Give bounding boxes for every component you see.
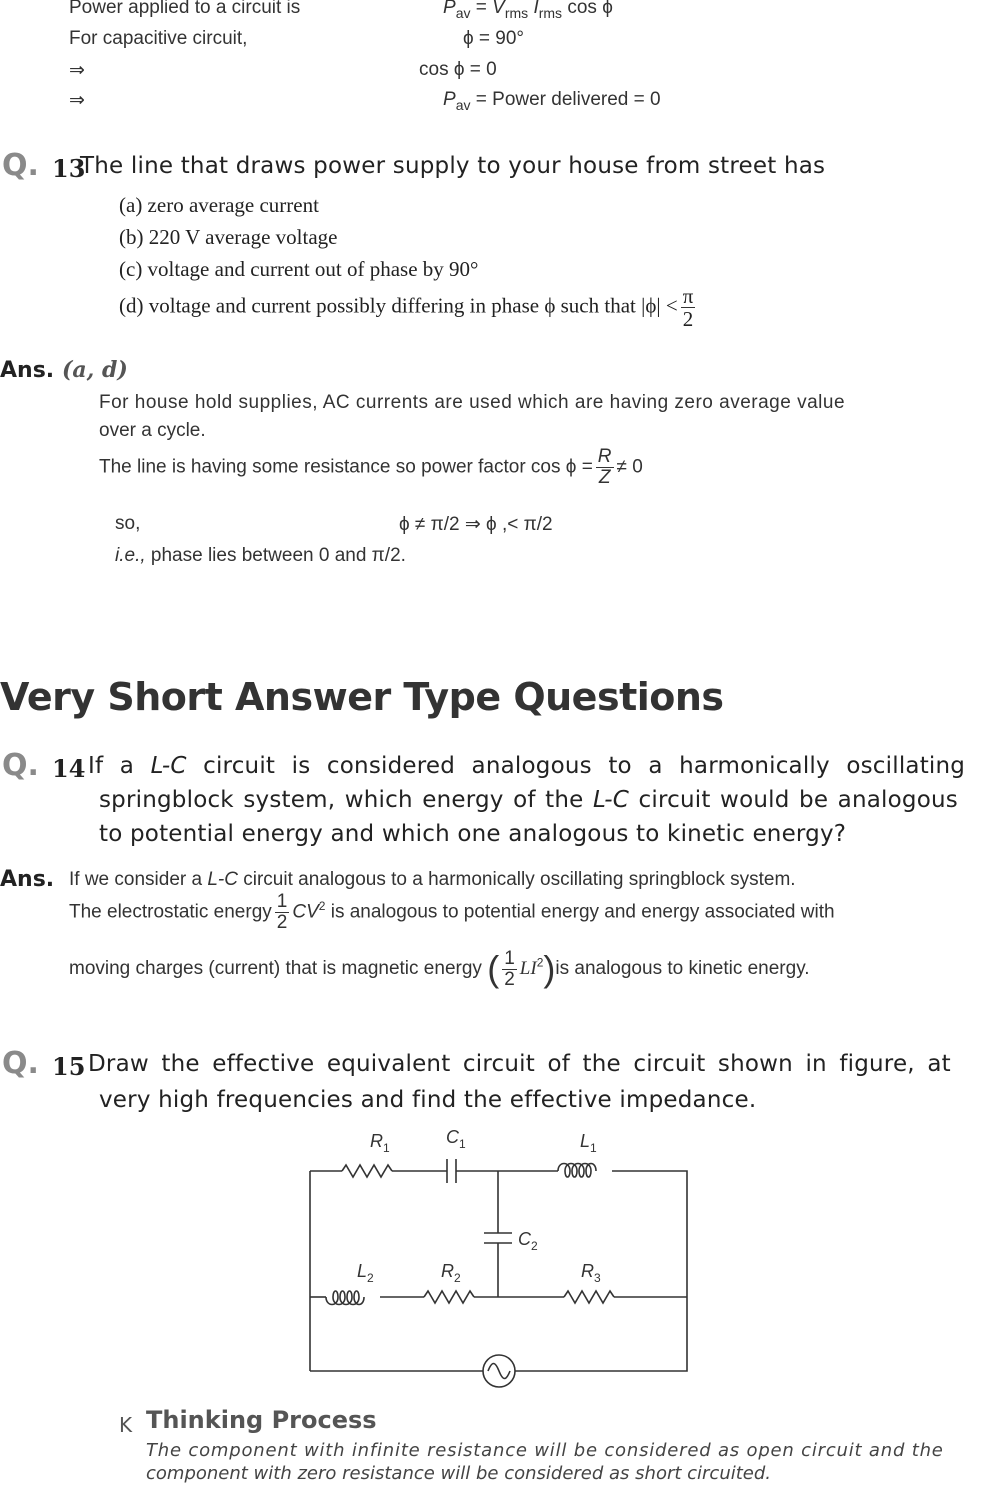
q14-line3: to potential energy and which one analogous to kinetic energy? [99, 821, 847, 847]
q13-so-label: so, [115, 513, 141, 534]
capacitor-c2 [484, 1233, 512, 1243]
q13-option-b: (b) 220 V average voltage [119, 225, 338, 249]
label-c1: $C_1$ [446, 1127, 466, 1151]
top-line3-arrow: ⇒ [69, 60, 85, 81]
thinking-process-line1: The component with infinite resistance will be considered as open circuit and the [146, 1440, 944, 1461]
q15-line1: Draw the effective equivalent circuit of the circuit shown in figure, at [88, 1051, 951, 1077]
ac-source-wave [488, 1364, 510, 1379]
q14-mark: Q. [2, 748, 39, 783]
capacitor-c1 [447, 1159, 456, 1183]
resistor-r1 [342, 1165, 392, 1177]
top-line2-formula: ϕ = 90° [463, 28, 525, 49]
q13-ans-line2: over a cycle. [99, 420, 206, 441]
section-heading: Very Short Answer Type Questions [0, 675, 724, 719]
circuit-diagram [300, 1125, 700, 1395]
top-line2-label: For capacitive circuit, [69, 28, 248, 49]
q13-ans-options: (a, d) [62, 357, 128, 383]
q14-line2: springblock system, which energy of the L-C circuit would be analogous [99, 787, 958, 813]
q13-option-a: (a) zero average current [119, 193, 319, 217]
q13-number: 13 [52, 154, 86, 183]
label-l2: $L_2$ [357, 1261, 374, 1285]
q13-option-d: (d) voltage and current possibly differing in phase ϕ such that |ϕ| < $\frac{\pi}{2}$ [119, 284, 694, 332]
thinking-process-title: Thinking Process [146, 1406, 377, 1434]
resistor-r2 [424, 1291, 474, 1303]
q13-ans-line1: For house hold supplies, AC currents are used which are having zero average value [99, 392, 846, 413]
q13-so-formula: ϕ ≠ π/2 ⇒ ϕ ,< π/2 [399, 514, 553, 535]
q15-mark: Q. [2, 1046, 39, 1081]
thinking-process-bullet: K [119, 1413, 133, 1437]
resistor-r3 [564, 1291, 614, 1303]
q14-ans-label: Ans. [0, 867, 55, 892]
label-l1: $L_1$ [580, 1131, 597, 1155]
q13-ans-frac-den: Z [598, 466, 611, 488]
top-line3-formula: cos ϕ = 0 [419, 59, 497, 80]
label-r3: $R_3$ [581, 1261, 601, 1285]
thinking-process-line2: component with zero resistance will be considered as short circuited. [146, 1463, 772, 1484]
q14-ans-line2: The electrostatic energy $\frac{1}{2}$ $CV^2$ is analogous to potential energy and energy associated with [69, 891, 835, 933]
q15-line2: very high frequencies and find the effective impedance. [99, 1087, 757, 1113]
q13-ans-line3: The line is having some resistance so power factor cos ϕ = $\frac{R}{Z}$ ≠ 0 [99, 446, 643, 488]
q15-number: 15 [52, 1052, 86, 1081]
q13-option-d-den: 2 [682, 307, 694, 332]
label-c2: $C_2$ [518, 1229, 538, 1253]
q13-mark: Q. [2, 148, 39, 183]
top-line4-arrow: ⇒ [69, 90, 85, 111]
top-line4-formula: $P_{av}$ = Power delivered = 0 [443, 89, 661, 113]
label-r1: $R_1$ [370, 1131, 390, 1155]
inductor-l1 [558, 1164, 596, 1178]
q13-ans-label: Ans. [0, 358, 55, 383]
q13-option-d-num: π [682, 284, 694, 308]
label-r2: $R_2$ [441, 1261, 461, 1285]
q13-question: The line that draws power supply to your house from street has [80, 153, 826, 179]
q13-ie-line: i.e., phase lies between 0 and π/2. [115, 545, 406, 566]
inductor-l2 [326, 1291, 364, 1305]
q14-number: 14 [52, 754, 86, 783]
q13-option-c: (c) voltage and current out of phase by 90° [119, 257, 479, 281]
top-line1-label: Power applied to a circuit is [69, 0, 301, 18]
q14-line1: If a L-C circuit is considered analogous to a harmonically oscillating [88, 753, 966, 779]
top-line1-formula: $P_{av} = V_{rms}$ $I_{rms}$ cos ϕ [443, 0, 613, 21]
q14-ans-line3: moving charges (current) that is magnetic energy ( $\frac{1}{2}$ $LI^2)is$ analogous to kinetic energy. [69, 947, 810, 990]
q13-ans-frac-num: R [597, 446, 612, 467]
q14-ans-line1: If we consider a L-C circuit analogous to a harmonically oscillating springblock system. [69, 869, 796, 890]
